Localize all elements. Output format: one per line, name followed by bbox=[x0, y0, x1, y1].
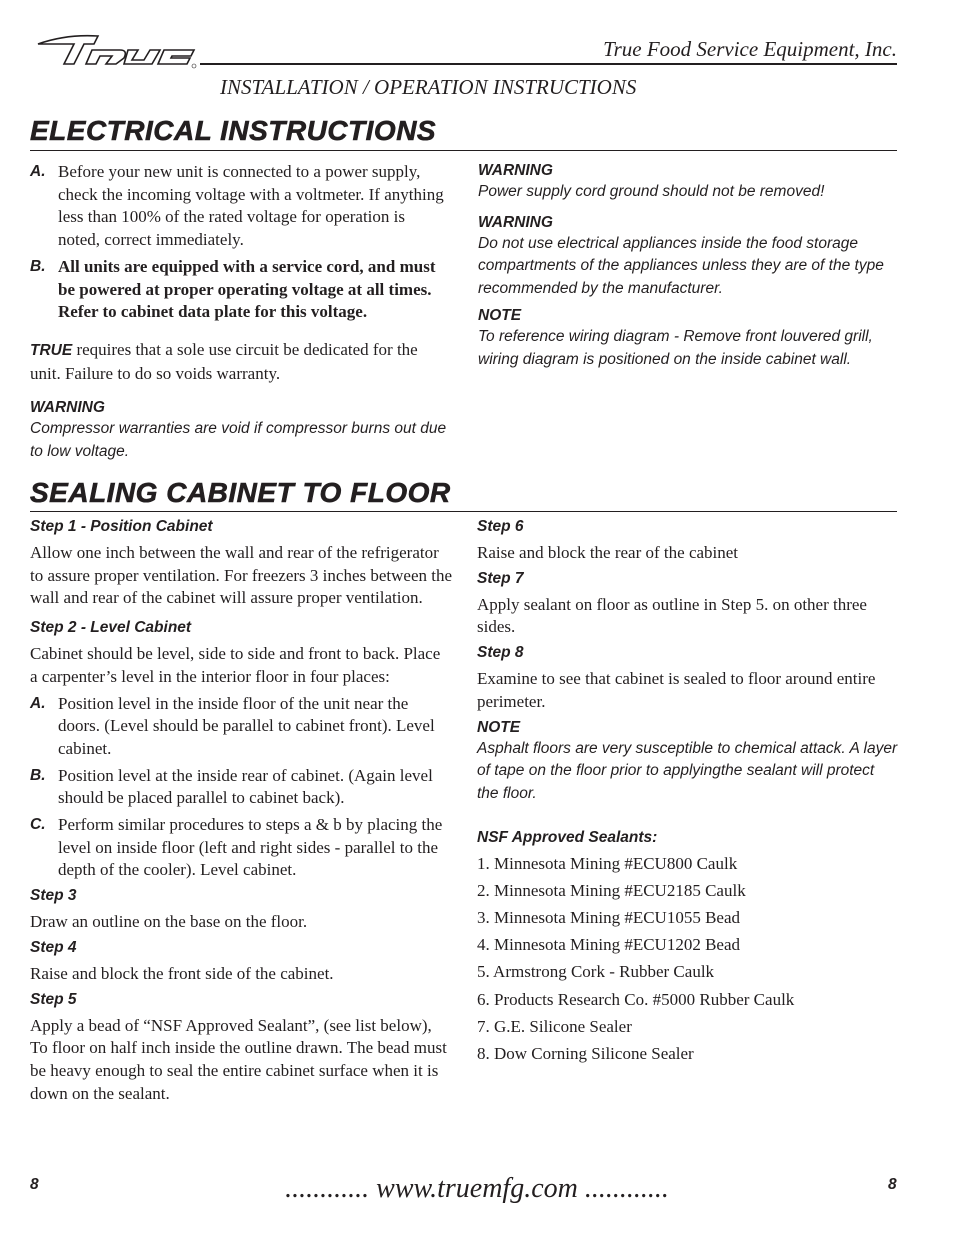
item-text: All units are equipped with a service cord, and must be powered at proper operating voltage at all times. Refer to cabinet data plate for this voltage. bbox=[58, 256, 436, 322]
page-number-right: 8 bbox=[888, 1176, 897, 1193]
step-2-label: Step 2 - Level Cabinet bbox=[30, 619, 192, 637]
sealant-item: 7. G.E. Silicone Sealer bbox=[477, 1016, 632, 1036]
sealants-list bbox=[477, 853, 899, 1066]
sealant-item: 2. Minnesota Mining #ECU2185 Caulk bbox=[477, 880, 746, 900]
note-text: To reference wiring diagram - Remove front louvered grill, wiring diagram is positioned on the inside cabinet wall. bbox=[478, 327, 873, 368]
electrical-right-column bbox=[478, 161, 898, 371]
warning-text: Do not use electrical appliances inside the food storage compartments of the appliances unless they are of the type recommended by the manufacturer. bbox=[478, 234, 884, 298]
electrical-item-a bbox=[30, 161, 450, 252]
warning-label: WARNING bbox=[478, 213, 553, 231]
sealing-section-rule bbox=[30, 511, 897, 512]
item-letter: B. bbox=[30, 257, 46, 275]
step-1-label: Step 1 - Position Cabinet bbox=[30, 518, 213, 535]
step-7-text: Apply sealant on floor as outline in Step 5. on other three sides. bbox=[477, 594, 867, 637]
warning-text: Power supply cord ground should not be removed! bbox=[478, 183, 825, 200]
dedicated-circuit-text: requires that a sole use circuit be dedicated for the unit. Failure to do so voids warranty. bbox=[30, 339, 418, 383]
step-8-text: Examine to see that cabinet is sealed to floor around entire perimeter. bbox=[477, 669, 876, 711]
item-letter: A. bbox=[30, 163, 46, 180]
company-name: True Food Service Equipment, Inc. bbox=[603, 37, 897, 61]
electrical-section-rule bbox=[30, 150, 897, 151]
sealant-item: 4. Minnesota Mining #ECU1202 Bead bbox=[477, 935, 741, 955]
true-logo bbox=[36, 30, 198, 70]
sealants-title: NSF Approved Sealants: bbox=[477, 828, 658, 846]
step-7-label: Step 7 bbox=[477, 569, 524, 587]
level-item-c bbox=[30, 814, 452, 882]
electrical-section-title: ELECTRICAL INSTRUCTIONS bbox=[30, 115, 437, 146]
item-text: Position level at the inside rear of cabinet. (Again level should be placed parallel to cabinet back). bbox=[58, 765, 433, 808]
level-item-b bbox=[30, 765, 452, 810]
step-3-label: Step 3 bbox=[30, 887, 77, 905]
step-5-label: Step 5 bbox=[30, 990, 77, 1008]
sealant-item: 8. Dow Corning Silicone Sealer bbox=[477, 1044, 694, 1064]
step-4-text: Raise and block the front side of the cabinet. bbox=[30, 963, 334, 983]
note-label: NOTE bbox=[477, 718, 521, 736]
item-text: Before your new unit is connected to a power supply, check the incoming voltage with a voltmeter. If anything less than 100% of the rated voltage for operation is noted, correct immediately. bbox=[58, 162, 444, 250]
step-5-text: Apply a bead of “NSF Approved Sealant”, (see list below), To floor on half inch inside the outline drawn. The bead must be heavy enough to seal the entire cabinet surface when it is down on the sealant. bbox=[30, 1015, 447, 1103]
warning-label: WARNING bbox=[478, 162, 553, 179]
sealing-right-column bbox=[477, 517, 899, 1066]
item-letter: A. bbox=[30, 694, 46, 712]
item-letter: C. bbox=[30, 816, 46, 834]
item-text: Perform similar procedures to steps a & b by placing the level on inside floor (left and right sides - parallel to the depth of the cooler). Level cabinet. bbox=[58, 815, 443, 880]
item-text: Position level in the inside floor of the unit near the doors. (Level should be parallel to cabinet front). Level cabinet. bbox=[58, 693, 435, 758]
sealant-item: 6. Products Research Co. #5000 Rubber Caulk bbox=[477, 989, 795, 1009]
level-item-a bbox=[30, 693, 452, 761]
sealing-section-title: SEALING CABINET TO FLOOR bbox=[30, 477, 451, 508]
warning-text: Compressor warranties are void if compressor burns out due to low voltage. bbox=[30, 420, 447, 461]
header-rule bbox=[200, 63, 897, 65]
document-subtitle: INSTALLATION / OPERATION INSTRUCTIONS bbox=[220, 75, 637, 99]
item-letter: B. bbox=[30, 766, 46, 784]
step-3-text: Draw an outline on the base on the floor. bbox=[30, 912, 308, 932]
dedicated-circuit-paragraph bbox=[30, 339, 450, 385]
step-6-label: Step 6 bbox=[477, 518, 524, 535]
note-label: NOTE bbox=[478, 306, 522, 324]
step-1-text: Allow one inch between the wall and rear of the refrigerator to assure proper ventilation. For freezers 3 inches between the wall and rear of the cabinet will assure proper ventilation. bbox=[30, 543, 453, 608]
sealant-item: 3. Minnesota Mining #ECU1055 Bead bbox=[477, 908, 741, 928]
step-6-text: Raise and block the rear of the cabinet bbox=[477, 543, 739, 562]
true-brand: TRUE bbox=[30, 341, 73, 359]
step-4-label: Step 4 bbox=[30, 938, 77, 956]
sealant-item: 5. Armstrong Cork - Rubber Caulk bbox=[477, 962, 715, 982]
step-8-label: Step 8 bbox=[477, 644, 524, 662]
sealing-left-column bbox=[30, 517, 452, 1105]
note-text: Asphalt floors are very susceptible to chemical attack. A layer of tape on the floor prior to applyingthe sealant will protect the floor. bbox=[477, 739, 898, 802]
step-2-text: Cabinet should be level, side to side and front to back. Place a carpenter’s level in the interior floor in four places: bbox=[30, 644, 441, 686]
electrical-item-b bbox=[30, 256, 450, 324]
sealant-item: 1. Minnesota Mining #ECU800 Caulk bbox=[477, 853, 738, 873]
warning-label: WARNING bbox=[30, 399, 105, 417]
footer-website: ............ www.truemfg.com ............ bbox=[285, 1173, 669, 1204]
page-number-left: 8 bbox=[30, 1176, 39, 1193]
electrical-left-column bbox=[30, 161, 450, 464]
